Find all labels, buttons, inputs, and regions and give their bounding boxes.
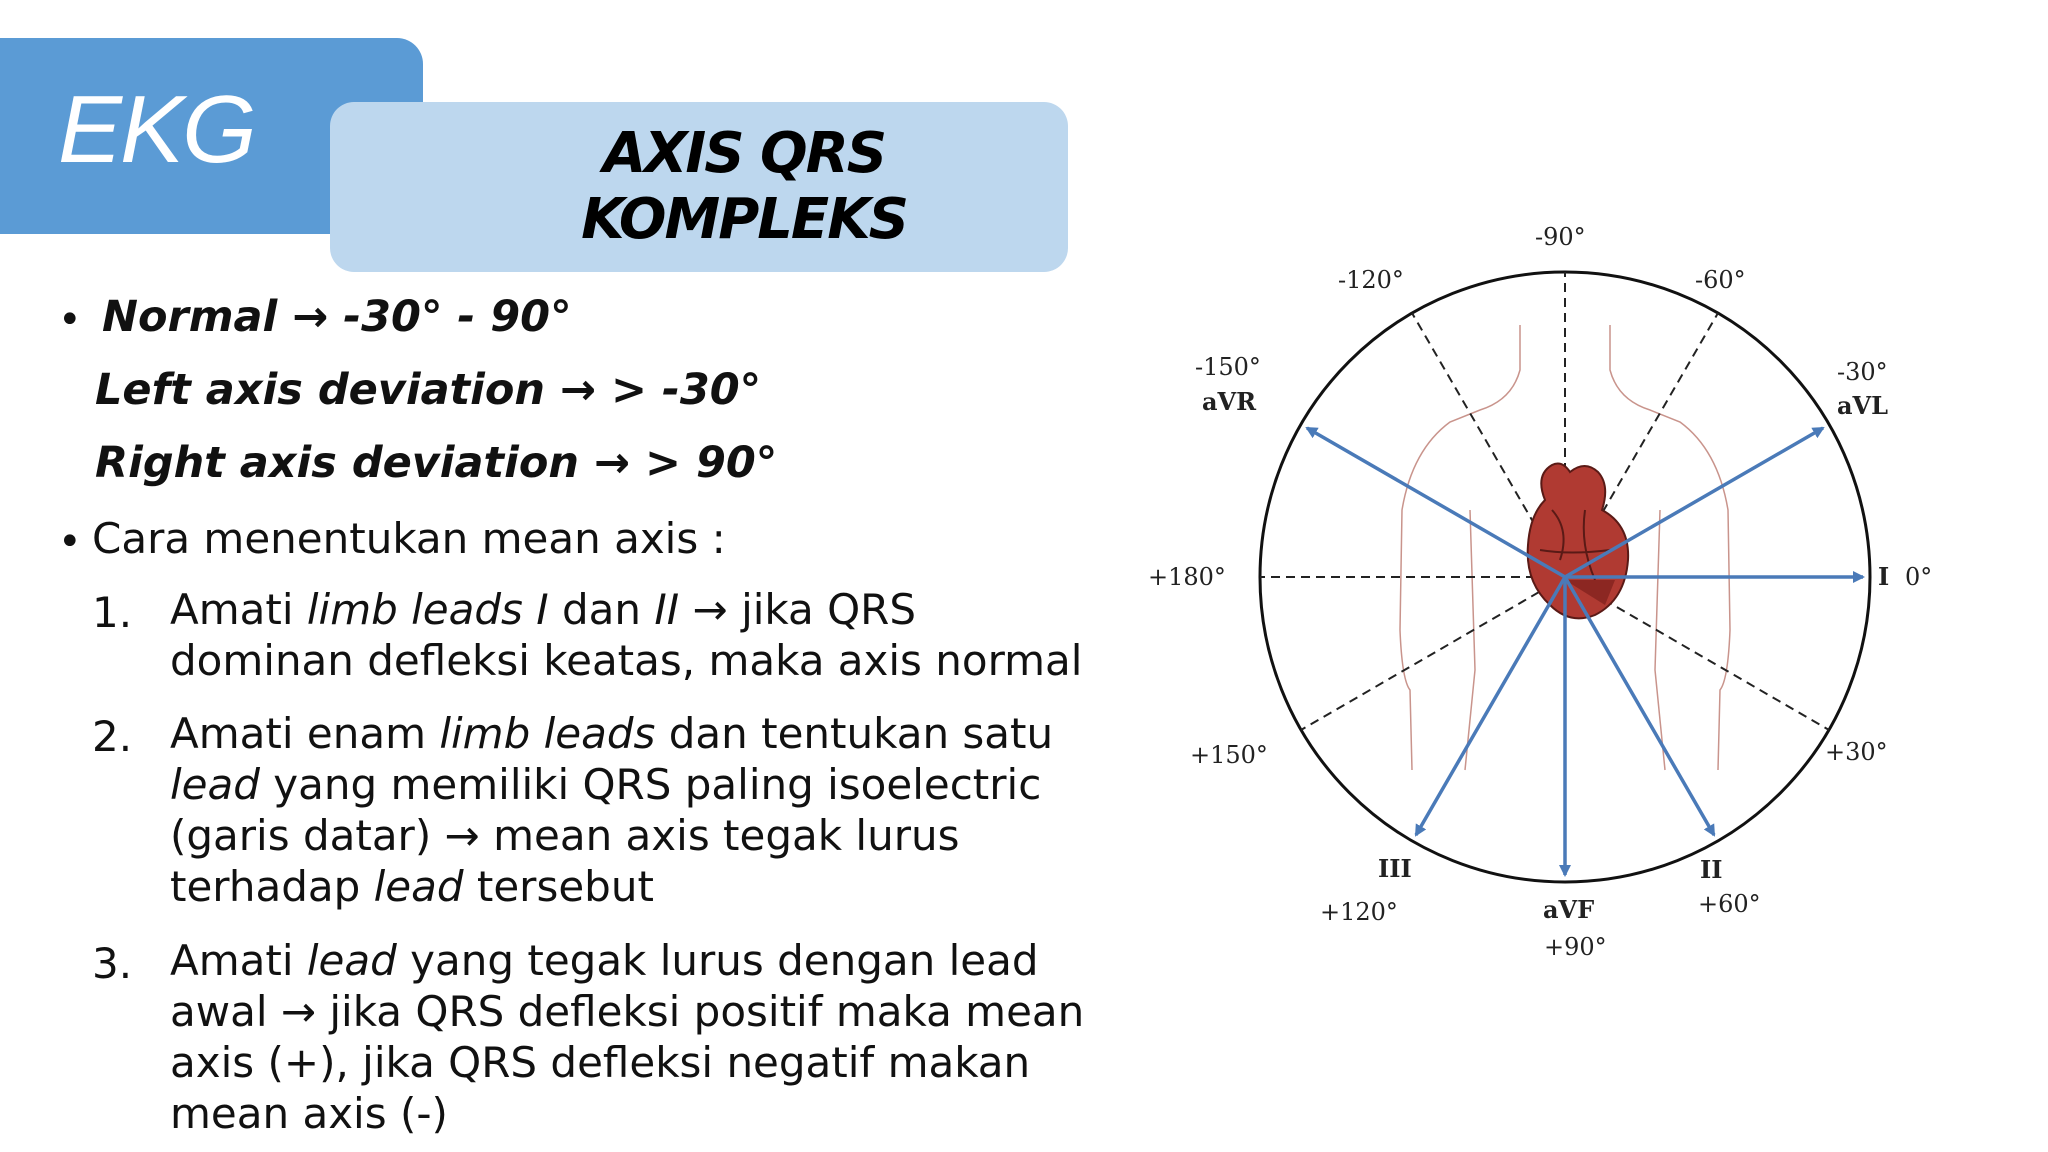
section-title: EKG: [58, 76, 255, 183]
label-plus-120: +120°: [1320, 898, 1398, 926]
step-1-text: [170, 584, 1082, 686]
hexaxial-svg: [1140, 210, 1980, 990]
vector-avr: [1307, 428, 1565, 577]
step-1-line-2: dominan defleksi keatas, maka axis normal: [170, 636, 1083, 685]
slide-title-box: [330, 102, 1068, 272]
step-3-line-1: Amati lead yang tegak lurus dengan lead: [170, 936, 1039, 985]
arm-outline-right: [1655, 510, 1665, 770]
arm-outline-left: [1465, 510, 1475, 770]
label-zero: 0°: [1905, 563, 1933, 591]
step-3-text: [170, 935, 1084, 1139]
step-2-line-4: terhadap lead tersebut: [170, 862, 654, 911]
hexaxial-diagram: [1140, 210, 1980, 990]
label-minus-120: -120°: [1338, 266, 1404, 294]
left-axis-deviation: Left axis deviation → > -30°: [95, 365, 762, 415]
bullet-dot: •: [58, 519, 82, 565]
right-axis-deviation: Right axis deviation → > 90°: [95, 438, 778, 488]
label-lead-ii: II: [1700, 855, 1723, 884]
label-minus-90: -90°: [1535, 223, 1586, 251]
step-number: 2.: [92, 712, 133, 761]
body-outline-left: [1400, 325, 1520, 770]
step-number: 1.: [92, 588, 133, 637]
step-3-line-3: axis (+), jika QRS defleksi negatif makan: [170, 1038, 1031, 1087]
label-plus-30: +30°: [1825, 738, 1888, 766]
heart: [1528, 464, 1628, 619]
label-minus-60: -60°: [1695, 266, 1746, 294]
label-plus-180: +180°: [1148, 563, 1226, 591]
label-plus-60: +60°: [1698, 890, 1761, 918]
normal-axis-range: Normal → -30° - 90°: [102, 292, 572, 342]
label-avf: aVF: [1543, 895, 1595, 924]
step-3-line-4: mean axis (-): [170, 1089, 448, 1138]
label-lead-i: I: [1878, 562, 1890, 591]
label-plus-90: +90°: [1544, 933, 1607, 961]
step-1-line-1: Amati limb leads I dan II → jika QRS: [170, 585, 916, 634]
bullet-dot: •: [58, 297, 82, 343]
step-2-line-3: (garis datar) → mean axis tegak lurus: [170, 811, 960, 860]
method-heading: Cara menentukan mean axis :: [92, 514, 726, 563]
step-3-line-2: awal → jika QRS defleksi positif maka mean: [170, 987, 1085, 1036]
step-2-text: [170, 708, 1053, 912]
step-2-line-1: Amati enam limb leads dan tentukan satu: [170, 709, 1054, 758]
label-minus-150: -150°: [1195, 353, 1261, 381]
vector-lead-iii: [1416, 577, 1565, 835]
label-plus-150: +150°: [1190, 741, 1268, 769]
axis-150: [1301, 577, 1565, 730]
heart-shape: [1528, 464, 1628, 619]
step-2-line-2: lead yang memiliki QRS paling isoelectric: [170, 760, 1042, 809]
label-avl: aVL: [1837, 391, 1889, 420]
vector-lead-ii: [1565, 577, 1714, 835]
label-lead-iii: III: [1378, 854, 1412, 883]
label-avr: aVR: [1202, 387, 1257, 416]
slide-title-line-1: AXIS QRS: [602, 121, 886, 186]
label-minus-30: -30°: [1837, 358, 1888, 386]
step-number: 3.: [92, 939, 133, 988]
slide-title-line-2: KOMPLEKS: [581, 187, 907, 252]
